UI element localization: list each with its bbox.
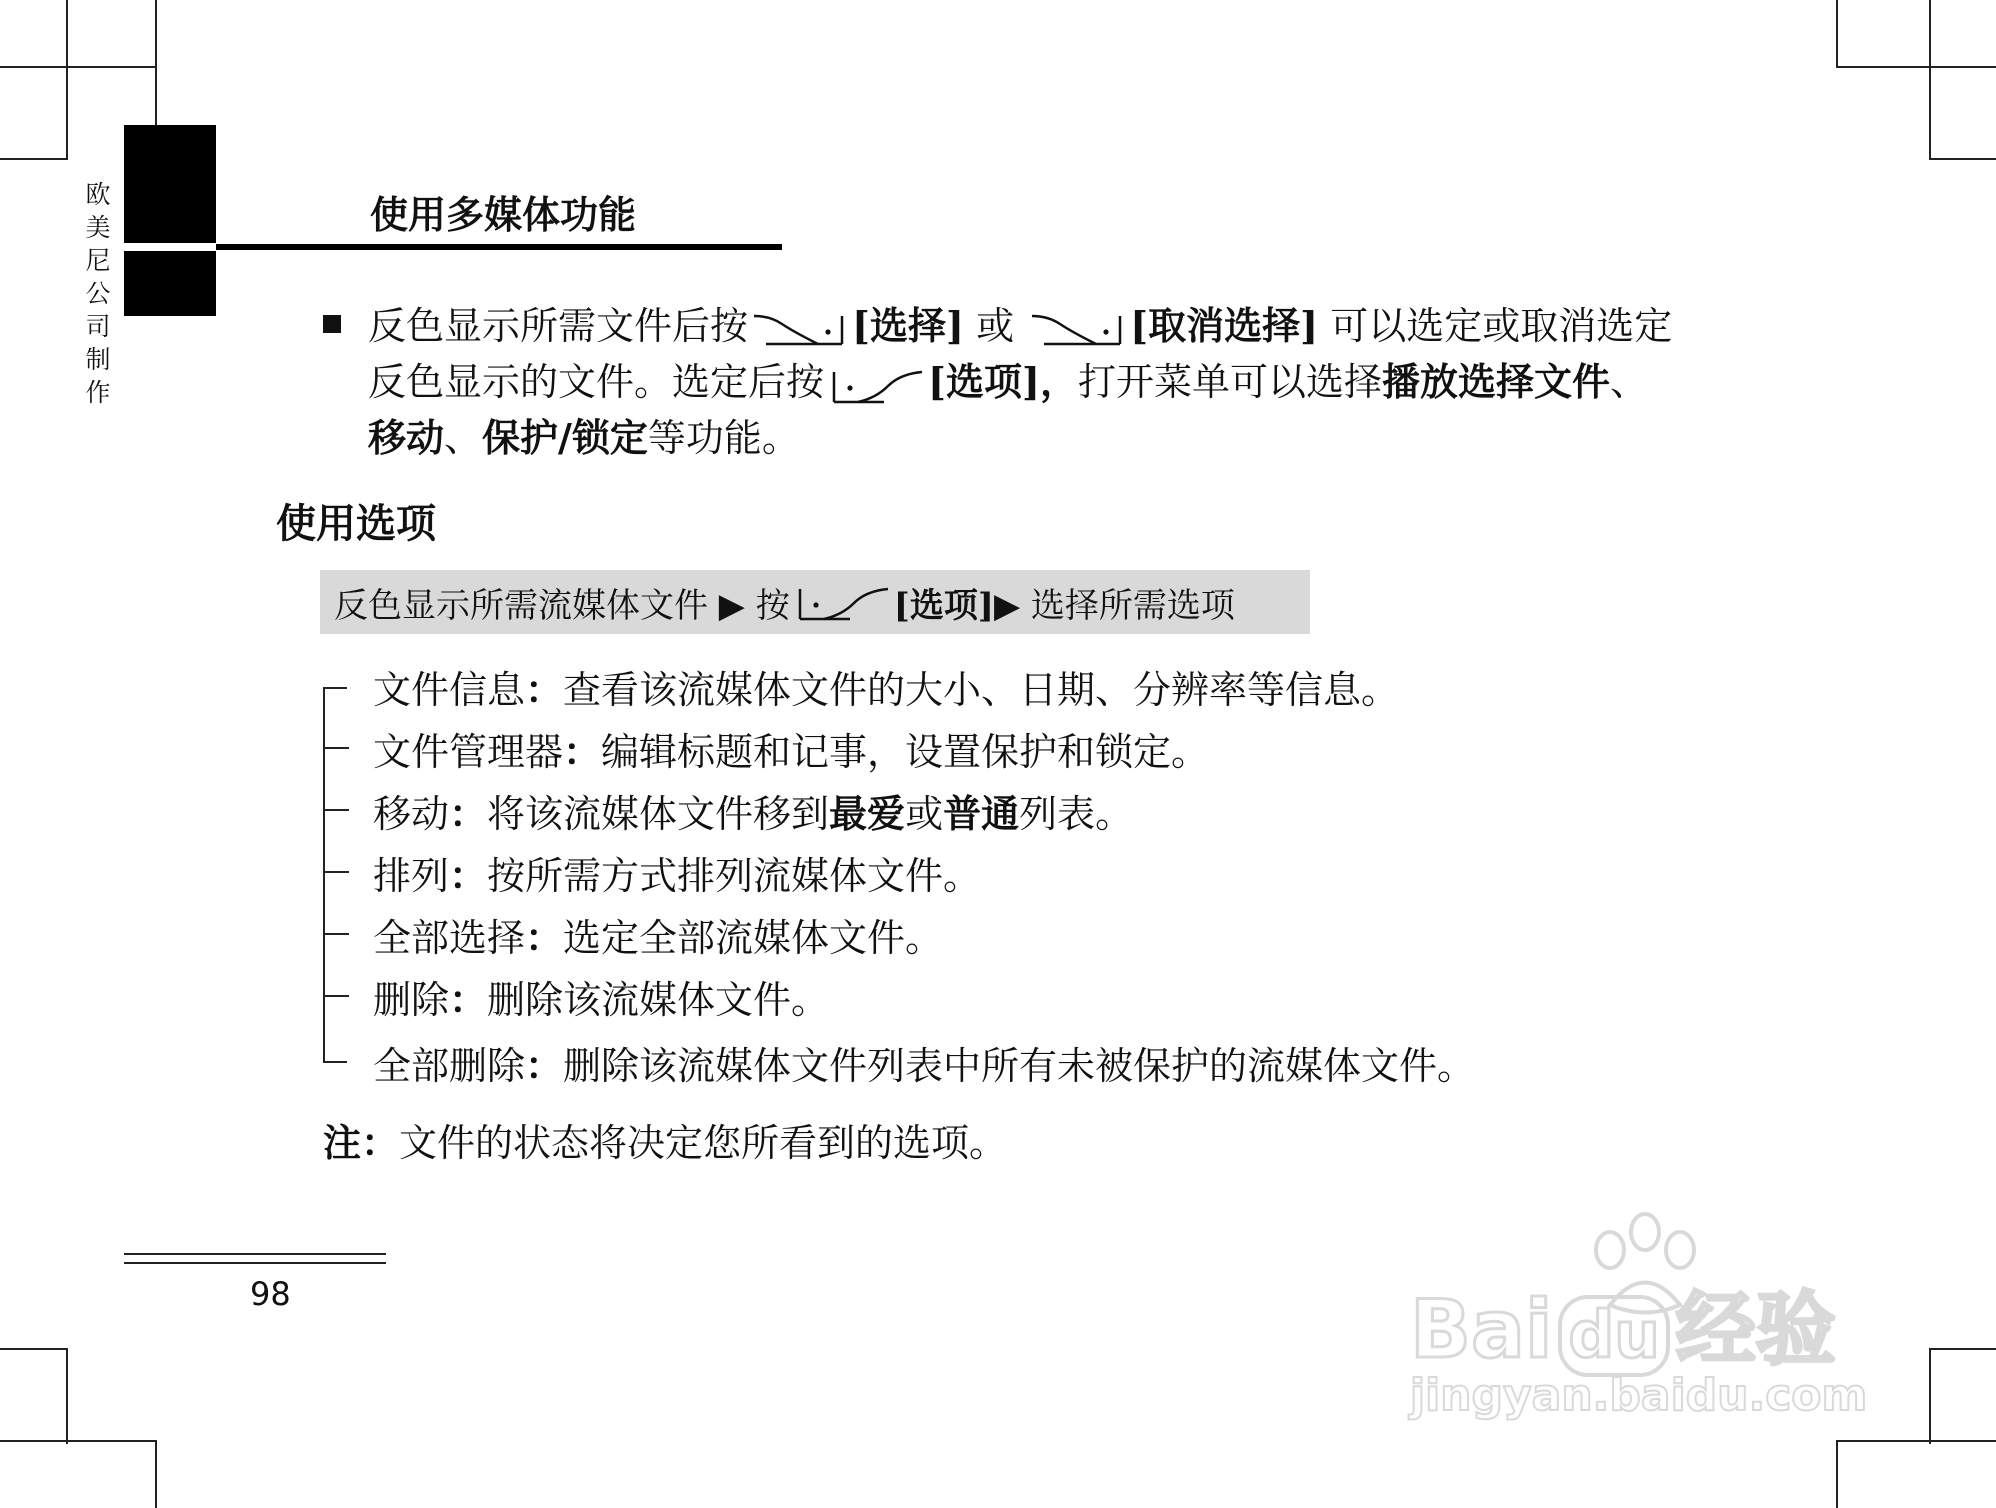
crop-mark	[1929, 0, 1931, 160]
option-item-sort: 排列 ： 按所需方式排列流媒体文件。	[325, 841, 981, 903]
section-title: 使用选项	[276, 501, 436, 547]
crop-mark	[1929, 158, 1996, 160]
crop-mark	[155, 1440, 157, 1508]
chapter-tab-gap	[124, 243, 216, 251]
crop-mark	[66, 1348, 68, 1444]
footer-rule	[124, 1262, 386, 1264]
bullet-line-2: 反色显示的文件。选定后按 [选项]，打开菜单可以选择播放选择文件、	[368, 354, 1672, 410]
crop-mark	[1929, 1348, 1931, 1444]
baidu-watermark	[1410, 1210, 1890, 1430]
option-item-delete-all: 全部删除 ： 删除该流媒体文件列表中所有未被保护的流媒体文件。	[373, 1042, 1476, 1088]
chapter-tab-block	[124, 125, 216, 316]
option-item-move: 移动 ： 将该流媒体文件移到 最爱 或 普通 列表。	[325, 779, 1133, 841]
bullet-line-3: 移动、保护/锁定等功能。	[368, 415, 800, 460]
bullet-square-icon	[323, 315, 341, 333]
crop-mark	[66, 0, 68, 160]
option-item-file-manager: 文件管理器 ： 编辑标题和记事，设置保护和锁定。	[325, 717, 1209, 779]
left-softkey-icon	[1030, 306, 1126, 352]
left-softkey-icon	[752, 306, 848, 352]
footer-rule	[124, 1253, 386, 1255]
right-softkey-icon	[828, 362, 924, 408]
watermark-url: jingyan.baidu.com	[1410, 1370, 1868, 1421]
option-item-select-all: 全部选择 ： 选定全部流媒体文件。	[325, 903, 943, 965]
bullet-line-1: 反色显示所需文件后按 [选择] 或 [取消选择] 可以选定或取消选定	[368, 298, 1672, 354]
option-item-file-info: 文件信息 ： 查看该流媒体文件的大小、日期、分辨率等信息。	[373, 666, 1400, 712]
crop-mark	[1836, 1440, 1838, 1508]
page-number: 98	[250, 1275, 291, 1313]
note-label: 注：	[323, 1121, 400, 1165]
crop-mark	[1836, 66, 1996, 68]
crop-mark	[0, 1348, 66, 1350]
page-header-title: 使用多媒体功能	[370, 193, 637, 237]
option-item-delete: 删除 ： 删除该流媒体文件。	[325, 965, 829, 1027]
watermark-brand-2: du	[1558, 1295, 1669, 1377]
crop-mark	[1929, 1348, 1996, 1350]
crop-mark	[0, 1440, 155, 1442]
nav-path-box: 反色显示所需流媒体文件 ▶ 按 [选项] ▶ 选择所需选项	[320, 570, 1310, 634]
crop-mark	[0, 158, 66, 160]
crop-mark	[0, 66, 155, 68]
crop-mark	[1836, 0, 1838, 66]
crop-mark	[1836, 1440, 1996, 1442]
note	[323, 1112, 1007, 1167]
right-softkey-icon	[794, 579, 890, 625]
watermark-brand: Bai	[1410, 1283, 1553, 1376]
side-label: 欧 美 尼 公 司 制 作	[85, 180, 111, 407]
header-rule	[216, 244, 782, 250]
note-text: 文件的状态将决定您所看到的选项。	[399, 1121, 1008, 1165]
bullet-paragraph	[368, 298, 1672, 466]
watermark-brand-cn: 经验	[1675, 1283, 1836, 1376]
